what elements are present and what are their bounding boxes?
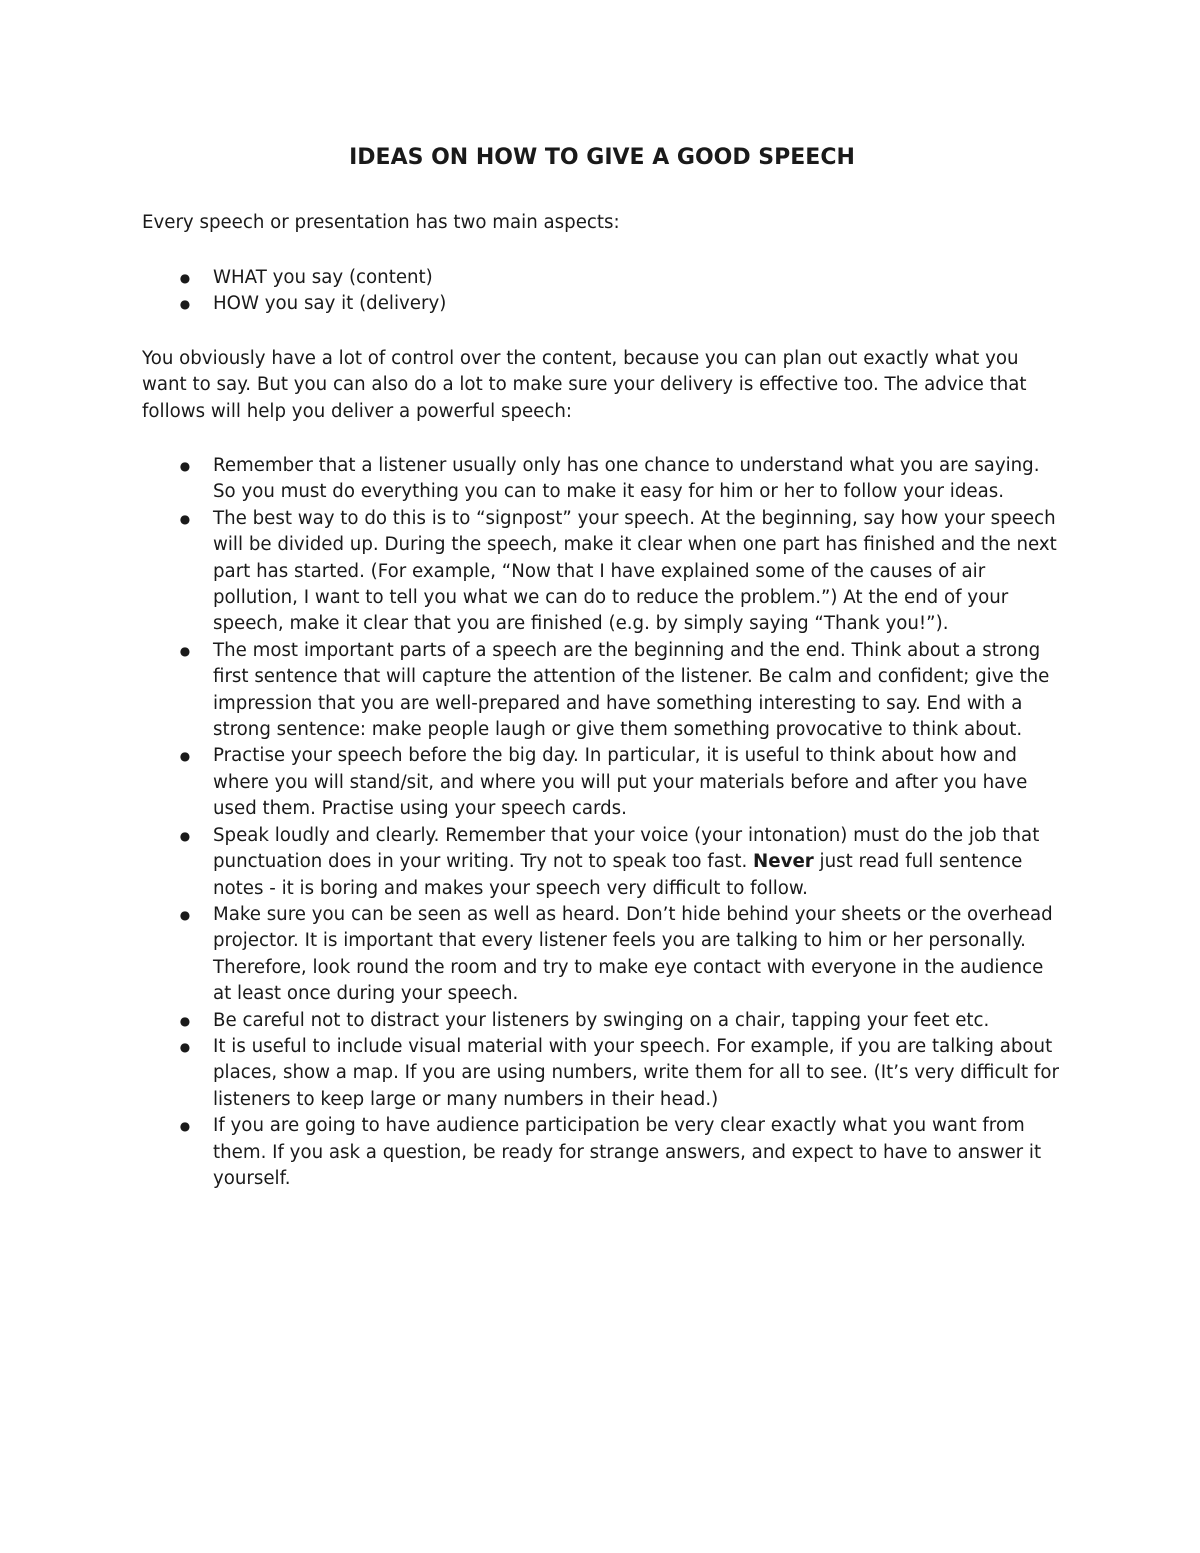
list-item — [142, 453, 1062, 506]
bullet-icon: ● — [179, 511, 191, 526]
list-item-text-before: Speak loudly and clearly. Remember that your voice (your intonation) must do the job that punctuation does in your writing. Try not to speak too fast. — [213, 824, 1040, 873]
list-item-text: It is useful to include visual material with your speech. For example, if you are talking about places, show a map. If you are using numbers, write them for all to see. (It’s very difficult for listeners to keep large or many numbers in their head.) — [213, 1035, 1059, 1110]
bullet-icon: ● — [179, 1119, 191, 1134]
list-item — [142, 1008, 1062, 1034]
bullet-icon: ● — [179, 643, 191, 658]
list-item — [142, 823, 1062, 902]
bullet-icon: ● — [179, 828, 191, 843]
page-title: IDEAS ON HOW TO GIVE A GOOD SPEECH — [349, 145, 855, 170]
list-item — [142, 1113, 1062, 1192]
list-item-text: Be careful not to distract your listeners by swinging on a chair, tapping your feet etc. — [213, 1009, 990, 1031]
list-item — [142, 265, 1062, 291]
bullet-icon: ● — [179, 907, 191, 922]
list-item-text: HOW you say it (delivery) — [213, 293, 447, 315]
intro-text: Every speech or presentation has two main aspects: — [142, 212, 620, 233]
document-page — [142, 140, 1062, 1192]
tips-list — [142, 453, 1062, 1192]
list-item — [142, 506, 1062, 638]
list-item-text-after: just read full sentence notes - it is boring and makes your speech very difficult to follow. — [213, 851, 1023, 899]
list-item-text: The best way to do this is to “signpost” your speech. At the beginning, say how your speech will be divided up. During the speech, make it clear when one part has finished and the next part has started. (For example, “Now that I have explained some of the causes of air pollution, I want to tell you what we can do to reduce the problem.”) At the end of your speech, make it clear that you are finished (e.g. by simply saying “Thank you!”). — [213, 507, 1057, 635]
bullet-icon: ● — [179, 1039, 191, 1054]
list-item-text: WHAT you say (content) — [213, 266, 433, 288]
bullet-icon: ● — [179, 1013, 191, 1028]
list-item-text: Make sure you can be seen as well as heard. Don’t hide behind your sheets or the overhead projector. It is important that every listener feels you are talking to him or her personally. Therefore, look round the room and try to make eye contact with everyone in the audience at least once during your speech. — [213, 903, 1053, 1005]
list-item — [142, 638, 1062, 744]
bullet-icon: ● — [179, 297, 191, 312]
list-item-text: The most important parts of a speech are the beginning and the end. Think about a strong first sentence that will capture the attention of the listener. Be calm and confident; give the impression that you are well-prepared and have something interesting to say. End with a strong sentence: make people laugh or give them something provocative to think about. — [213, 639, 1050, 741]
list-item — [142, 291, 1062, 317]
list-item-text: Remember that a listener usually only has one chance to understand what you are saying. So you must do everything you can to make it easy for him or her to follow your ideas. — [213, 455, 1040, 503]
bullet-icon: ● — [179, 459, 191, 473]
bullet-icon: ● — [179, 749, 191, 764]
list-item — [142, 902, 1062, 1008]
body-paragraph: You obviously have a lot of control over the content, because you can plan out exactly what you want to say. But you can also do a lot to make sure your delivery is effective too. The advice that follows will help you deliver a powerful speech: — [142, 347, 1027, 423]
bullet-icon: ● — [179, 270, 191, 285]
aspects-list — [142, 265, 1062, 318]
list-item — [142, 1034, 1062, 1113]
list-item-text: Practise your speech before the big day. In particular, it is useful to think about how and where you will stand/sit, and where you will put your materials before and after you have used them. Practise using your speech cards. — [213, 745, 1028, 820]
emphasis-never: Never — [753, 851, 814, 873]
list-item-text: If you are going to have audience participation be very clear exactly what you want from them. If you ask a question, be ready for strange answers, and expect to have to answer it yourself. — [213, 1115, 1042, 1189]
list-item — [142, 743, 1062, 822]
